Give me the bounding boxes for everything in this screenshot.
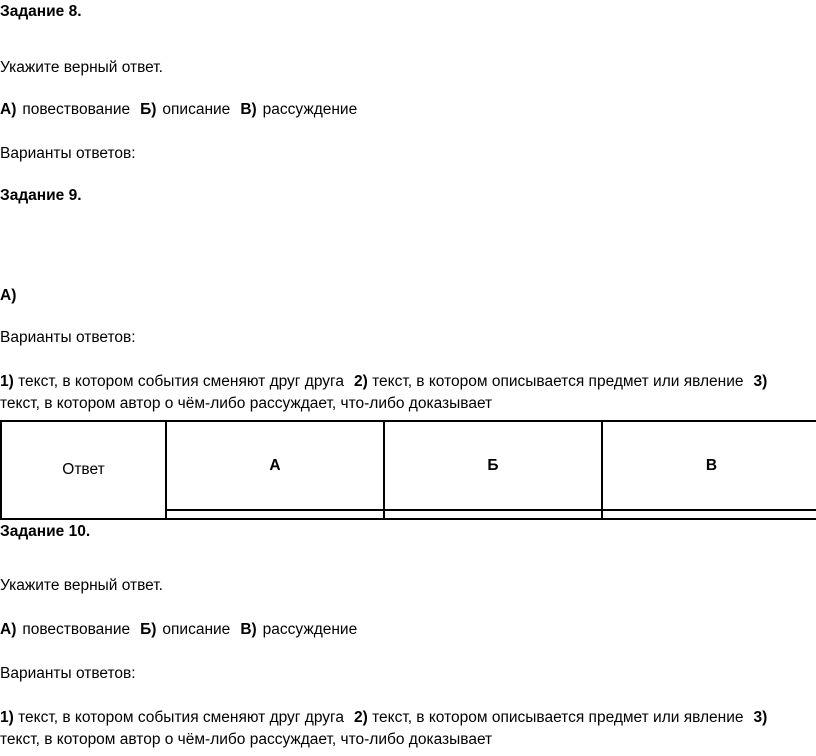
task10-variants-label: Варианты ответов: (0, 665, 136, 682)
answer-key: 3) (753, 709, 768, 726)
answer-table (0, 420, 816, 520)
task8-title: Задание 8. (0, 3, 82, 20)
option-text: описание (162, 621, 231, 638)
task10-instruction: Укажите верный ответ. (0, 577, 163, 594)
option-key: А) (0, 101, 17, 118)
option-text: повествование (22, 621, 131, 638)
answer-text: текст, в котором описывается предмет или явление (372, 709, 744, 726)
answer-key: 2) (353, 709, 368, 726)
option-key: Б) (140, 621, 157, 638)
answer-text: текст, в котором события сменяют друг друга (18, 373, 344, 390)
column-header-a: А (166, 421, 384, 510)
answer-text: текст, в котором события сменяют друг друга (18, 709, 344, 726)
answer-row-label: Ответ (1, 421, 166, 519)
answer-cell-v[interactable] (602, 510, 816, 519)
task9-answers-line1 (0, 372, 767, 392)
column-header-b: Б (384, 421, 602, 510)
task10-title: Задание 10. (0, 523, 91, 540)
task10-answers-line1 (0, 708, 767, 728)
answer-key: 1) (0, 709, 14, 726)
answer-text: текст, в котором описывается предмет или явление (372, 373, 744, 390)
option-key: А) (0, 621, 17, 638)
column-header-v: В (602, 421, 816, 510)
option-key: В) (240, 101, 257, 118)
answer-key: 3) (753, 373, 768, 390)
task9-answers-line2: текст, в котором автор о чём-либо рассуждает, что-либо доказывает (0, 395, 493, 412)
answer-key: 2) (353, 373, 368, 390)
answer-cell-a[interactable] (166, 510, 384, 519)
task9-title: Задание 9. (0, 187, 82, 204)
task8-options (0, 100, 357, 120)
task8-instruction: Укажите верный ответ. (0, 59, 163, 76)
task9-variants-label: Варианты ответов: (0, 329, 136, 346)
option-key: В) (240, 621, 257, 638)
task9-item-key: А) (0, 287, 17, 304)
task10-answers-line2: текст, в котором автор о чём-либо рассуждает, что-либо доказывает (0, 731, 493, 748)
answer-cell-b[interactable] (384, 510, 602, 519)
option-key: Б) (140, 101, 157, 118)
option-text: повествование (22, 101, 131, 118)
option-text: описание (162, 101, 231, 118)
option-text: рассуждение (262, 621, 358, 638)
task10-options (0, 620, 357, 640)
answer-key: 1) (0, 373, 14, 390)
option-text: рассуждение (262, 101, 358, 118)
task8-variants-label: Варианты ответов: (0, 145, 136, 162)
